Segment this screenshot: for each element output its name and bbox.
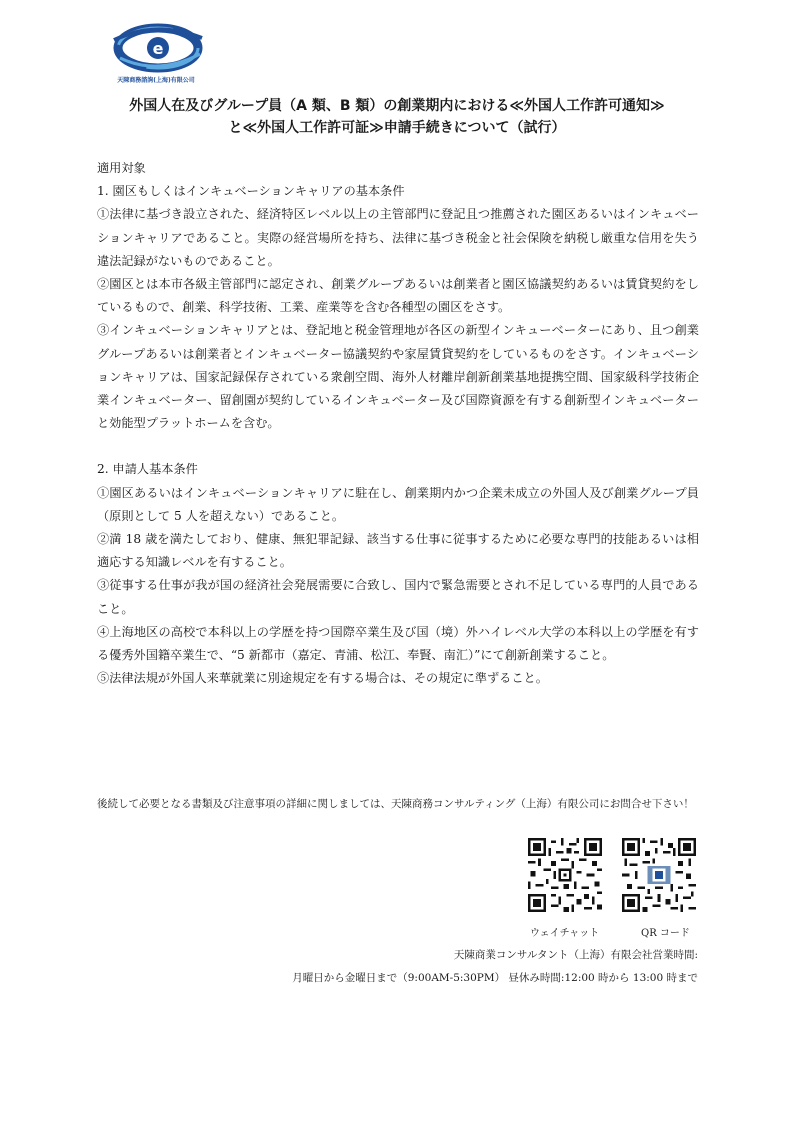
document-body xyxy=(97,157,699,690)
business-hours-title: 天陳商業コンサルタント（上海）有限会社営業時間: xyxy=(453,949,698,961)
qr-code-label: QR コード xyxy=(641,928,690,939)
qr-wechat-icon xyxy=(528,838,602,912)
contact-note: 後続して必要となる書類及び注意事項の詳細に関しましては、天陳商務コンサルティング（上海）有限公司にお問合せ下さい！ xyxy=(97,798,694,810)
section1-item-2: ②園区とは本市各級主管部門に認定され、創業グループあるいは創業者と園区協議契約あるいは賃貸契約をしているもので、創業、科学技術、工業、産業等を含む各種型の園区をさす。 xyxy=(97,277,699,315)
section1-item-1: ①法律に基づき設立された、経済特区レベル以上の主管部門に登記且つ推薦された園区あるいはインキュベーションキャリアであること。実際の経営場所を持ち、法律に基づき税金と社会保険を納税し厳重な信用を失う違法記録がないものであること。 xyxy=(97,207,699,268)
title-line-2: と≪外国人工作許可証≫申請手続きについて（試行） xyxy=(228,120,566,136)
section2-item-2: ②満 18 歳を満たしており、健康、無犯罪記録、該当する仕事に従事するために必要な専門的技能あるいは相適応する知識レベルを有すること。 xyxy=(97,532,699,570)
scope-heading: 適用対象 xyxy=(97,161,146,175)
section-spacer xyxy=(97,435,699,458)
section2-item-4: ④上海地区の高校で本科以上の学歴を持つ国際卒業生及び国（境）外ハイレベル大学の本科以上の学歴を有する優秀外国籍卒業生で、“5 新都市（嘉定、青浦、松江、奉賢、南汇）”にて創新創業すること。 xyxy=(97,624,699,663)
business-hours-time: 月曜日から金曜日まで（9:00AM-5:30PM） 昼休み時間:12:00 時から 13:00 時まで xyxy=(292,972,698,984)
logo-emblem-icon xyxy=(106,18,206,74)
section2-item-3: ③従事する仕事が我が国の経済社会発展需要に合致し、国内で緊急需要とされ不足している専門的人員であること。 xyxy=(97,578,699,616)
svg-text:e: e xyxy=(152,39,164,58)
section1-item-3: ③インキュベーションキャリアとは、登記地と税金管理地が各区の新型インキューベーターにあり、且つ創業グループあるいは創業者とインキュベーター協議契約や家屋賃貸契約をしているものをさす。インキュベーションキャリアは、国家記録保存されている衆創空間、海外人材離岸創新創業基地提携空間、国家級科学技術企業インキュベーター、留創園が契約しているインキュベーター及び国際資源を有する創新型インキュベーターと効能型プラットホームを含む。 xyxy=(97,323,699,431)
title-line-1: 外国人在及びグループ員（A 類、B 類）の創業期内における≪外国人工作許可通知≫ xyxy=(129,98,665,114)
website-qr-code xyxy=(622,838,696,912)
wechat-label: ウェイチャット xyxy=(530,928,600,939)
logo-company-text: 天陳商務諮詢(上海)有限公司 xyxy=(117,77,195,84)
wechat-qr-code xyxy=(528,838,602,912)
section1-heading: 1. 園区もしくはインキュベーションキャリアの基本条件 xyxy=(97,184,405,199)
section2-item-5: ⑤法律法規が外国人来華就業に別途規定を有する場合は、その規定に準ずること。 xyxy=(97,671,548,686)
section2-heading: 2. 申請人基本条件 xyxy=(97,462,198,477)
section2-item-1: ①園区あるいはインキュベーションキャリアに駐在し、創業期内かつ企業未成立の外国人及び創業グループ員（原則として 5 人を超えない）であること。 xyxy=(97,485,699,523)
company-logo xyxy=(106,18,206,88)
qr-code-icon xyxy=(622,838,696,912)
document-title xyxy=(90,95,704,139)
